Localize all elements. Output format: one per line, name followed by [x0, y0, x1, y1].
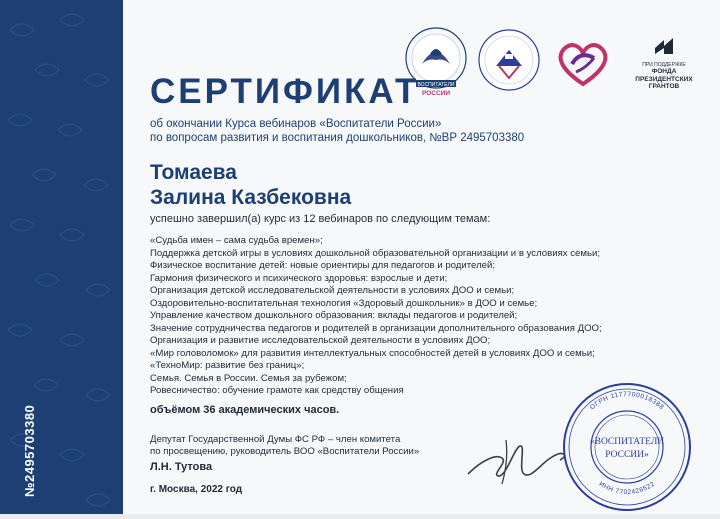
list-item: Организация и развитие исследовательской деятельности в условиях ДОО; — [150, 335, 491, 346]
list-item: «Мир головоломок» для развития интеллектуальных способностей детей в условиях ДОО и семьи; — [150, 347, 595, 359]
signatory-title — [150, 434, 419, 458]
list-item: Поддержка детской игры в условиях дошкольной образовательной организации и в условиях семьи; — [150, 247, 600, 259]
certificate-title: СЕРТИФИКАТ — [150, 72, 420, 111]
signatory-name: Л.Н. Тутова — [150, 461, 213, 473]
list-item: Организация детской исследовательской деятельности в условиях ДОО и семьи; — [150, 285, 515, 296]
svg-text:РОССИИ: РОССИИ — [421, 90, 451, 97]
left-band — [0, 0, 123, 514]
list-item: Ровесничество: обучение грамоте как средству общения — [150, 385, 404, 396]
subtitle-line-1: об окончании Курса вебинаров «Воспитатели России» — [150, 118, 442, 130]
list-item: Семья. Семья в России. Семья за рубежом; — [150, 372, 347, 384]
svg-text:ВОСПИТАТЕЛИ: ВОСПИТАТЕЛИ — [417, 82, 455, 88]
signatory-title-line-1: Депутат Государственной Думы ФС РФ – член комитета — [150, 434, 401, 445]
grants-logo-line2: ПРЕЗИДЕНТСКИХ — [635, 75, 693, 83]
subtitle-line-2: по вопросам развития и воспитания дошкольников, №ВР 2495703380 — [150, 132, 525, 144]
grants-icon — [653, 38, 675, 56]
recipient-name — [150, 160, 351, 210]
grants-logo-caption-top: ПРИ ПОДДЕРЖКЕ — [642, 62, 686, 68]
course-intro: успешно завершил(а) курс из 12 вебинаров по следующим темам: — [150, 213, 491, 225]
certificate-subtitle — [150, 117, 524, 145]
leaf-pattern — [0, 0, 123, 514]
recipient-given-names: Залина Казбековна — [150, 186, 352, 209]
svg-text:«ВОСПИТАТЕЛИ: «ВОСПИТАТЕЛИ — [589, 437, 665, 447]
list-item: Управление качеством дошкольного образования: вклады педагогов и родителей; — [150, 310, 518, 321]
svg-text:РОССИИ»: РОССИИ» — [605, 450, 649, 460]
list-item: Оздоровительно-воспитательная технология «Здоровый дошкольник» в ДОО и семье; — [150, 297, 538, 309]
list-item: Значение сотрудничества педагогов и родителей в организации дополнительного образования ДОО; — [150, 322, 602, 334]
signatory-title-line-2: по просвещению, руководитель ВОО «Воспитатели России» — [150, 446, 420, 457]
grants-logo-line1: ФОНДА — [651, 68, 677, 75]
organization-seal — [558, 380, 696, 519]
topics-list — [150, 235, 602, 398]
signature — [462, 430, 572, 495]
list-item: «Судьба имен – сама судьба времен»; — [150, 235, 323, 246]
course-hours: объёмом 36 академических часов. — [150, 404, 340, 416]
svg-text:ИНН 7702426522: ИНН 7702426522 — [597, 480, 657, 497]
grants-logo-line3: ГРАНТОВ — [648, 83, 680, 90]
list-item: «ТехноМир: развитие без границ»; — [150, 360, 305, 371]
heart-logo — [554, 38, 612, 93]
city-and-year: г. Москва, 2022 год — [150, 484, 243, 495]
svg-text:ОГРН 1177700018388: ОГРН 1177700018388 — [588, 390, 666, 412]
recipient-surname: Томаева — [150, 161, 237, 184]
education-emblem-logo — [476, 26, 542, 101]
certificate-number-vertical: №2495703380 — [22, 404, 37, 497]
list-item: Физическое воспитание детей: новые ориентиры для педагогов и родителей; — [150, 260, 496, 271]
list-item: Гармония физического и психического здоровья: взрослые и дети; — [150, 272, 448, 284]
presidential-grants-logo — [624, 38, 704, 91]
